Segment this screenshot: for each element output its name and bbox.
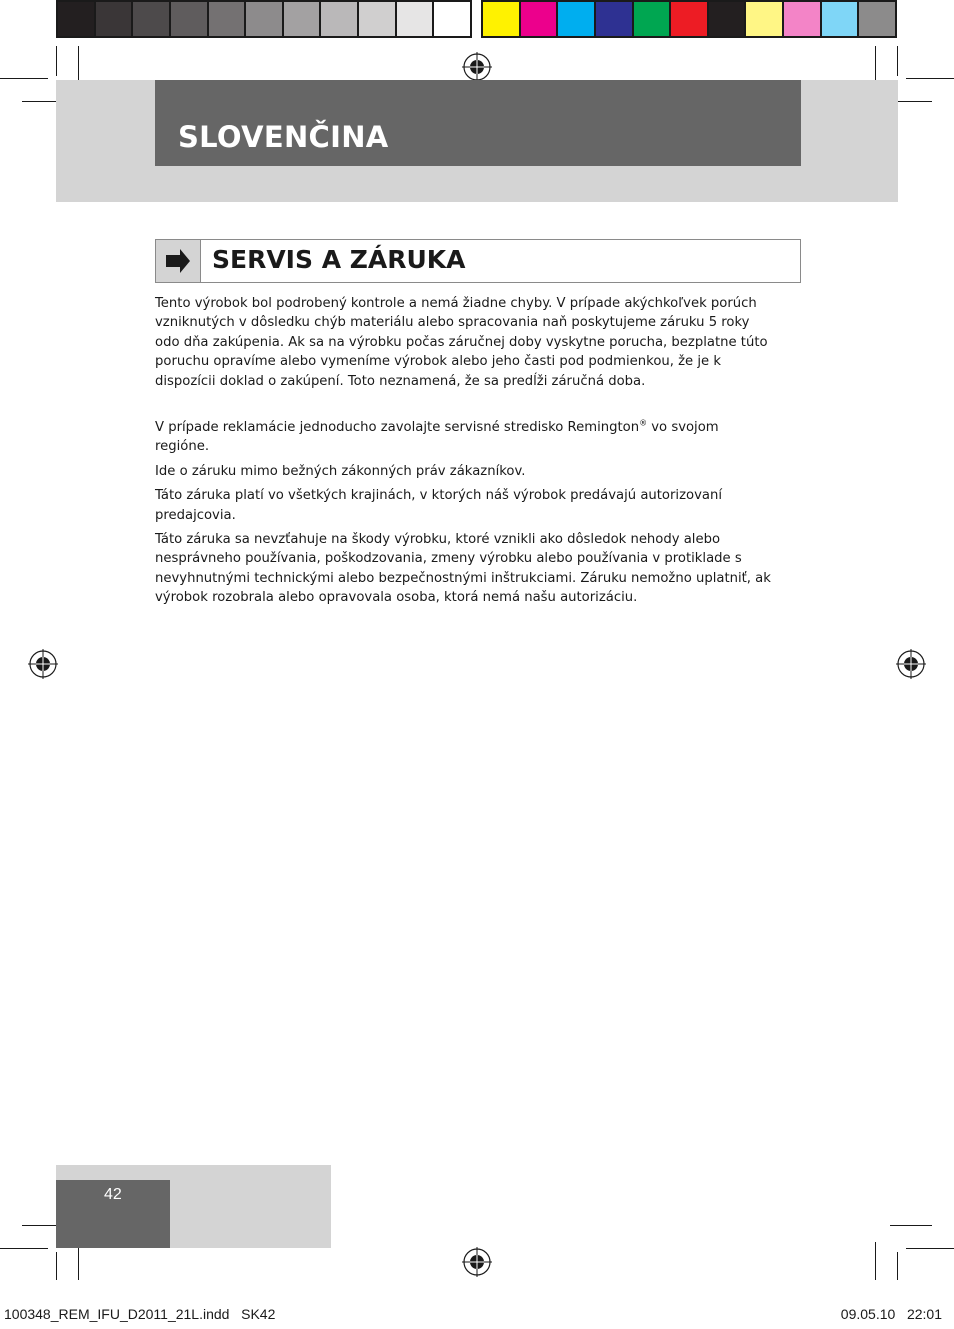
gray-swatch — [397, 2, 433, 36]
section-title: SERVIS A ZÁRUKA — [212, 245, 466, 274]
claim-paragraph — [155, 418, 775, 457]
crop-mark — [0, 1248, 48, 1249]
claim-text: V prípade reklamácie jednoducho zavolajte servisné stredisko Remington — [155, 420, 640, 436]
registration-mark-icon — [462, 1247, 492, 1277]
color-calibration-bar — [481, 0, 897, 38]
gray-swatch — [133, 2, 169, 36]
gray-swatch — [284, 2, 320, 36]
crop-mark — [906, 1248, 954, 1249]
section-heading — [155, 239, 801, 283]
gray-swatch — [58, 2, 94, 36]
section-arrow-box — [156, 240, 201, 282]
color-swatch — [859, 2, 895, 36]
body-text — [155, 294, 775, 608]
grayscale-calibration-bar — [56, 0, 472, 38]
registration-mark-icon — [462, 52, 492, 82]
language-title: SLOVENČINA — [178, 120, 389, 154]
crop-mark — [890, 1225, 932, 1226]
color-swatch — [746, 2, 782, 36]
crop-mark — [56, 46, 57, 76]
countries-paragraph: Táto záruka platí vo všetkých krajinách, v ktorých náš výrobok predávajú autorizovaní predajcovia. — [155, 488, 722, 523]
gray-swatch — [246, 2, 282, 36]
crop-mark — [906, 78, 954, 79]
color-swatch — [596, 2, 632, 36]
gray-swatch — [96, 2, 132, 36]
color-swatch — [671, 2, 707, 36]
arrow-right-icon — [156, 240, 200, 282]
crop-mark — [875, 1242, 876, 1280]
color-swatch — [709, 2, 745, 36]
color-swatch — [634, 2, 670, 36]
claim-text-end: vo svojom regióne. — [155, 420, 719, 455]
gray-swatch — [171, 2, 207, 36]
slug-file: 100348_REM_IFU_D2011_21L.indd SK42 — [4, 1306, 276, 1322]
crop-mark — [56, 1252, 57, 1280]
gray-swatch — [209, 2, 245, 36]
color-swatch — [822, 2, 858, 36]
exclusions-paragraph: Táto záruka sa nevzťahuje na škody výrobku, ktoré vznikli ako dôsledok nehody alebo nesprávneho používania, poškodzovania, zmeny výrobku alebo používania v protiklade s nevyhnutnými technickými alebo bezpečnostnými inštrukciami. Záruku nemožno uplatniť, ak výrobok rozobrala alebo opravovala osoba, ktorá nemá našu autorizáciu. — [155, 532, 771, 606]
crop-mark — [897, 46, 898, 76]
gray-swatch — [359, 2, 395, 36]
page-number: 42 — [104, 1186, 122, 1203]
color-swatch — [784, 2, 820, 36]
color-swatch — [483, 2, 519, 36]
warranty-paragraph: Tento výrobok bol podrobený kontrole a nemá žiadne chyby. V prípade akýchkoľvek porúch vzniknutých v dôsledku chýb materiálu alebo spracovania naň poskytujeme záruku 5 roky odo dňa zakúpenia. Ak sa na výrobku počas záručnej doby vyskytne porucha, bezplatne túto poruchu opravíme alebo vymeníme výrobok alebo jeho časti pod podmienkou, že je k dispozícii doklad o zakúpení. Toto neznamená, že sa predĺži záručná doba. — [155, 296, 768, 389]
crop-mark — [0, 78, 48, 79]
color-swatch — [558, 2, 594, 36]
registered-mark: ® — [639, 418, 648, 428]
slug-date: 09.05.10 22:01 — [840, 1306, 942, 1322]
gray-swatch — [434, 2, 470, 36]
rights-paragraph: Ide o záruku mimo bežných zákonných práv zákazníkov. — [155, 463, 526, 479]
crop-mark — [897, 1252, 898, 1280]
registration-mark-icon — [896, 649, 926, 679]
gray-swatch — [321, 2, 357, 36]
color-swatch — [521, 2, 557, 36]
registration-mark-icon — [28, 649, 58, 679]
